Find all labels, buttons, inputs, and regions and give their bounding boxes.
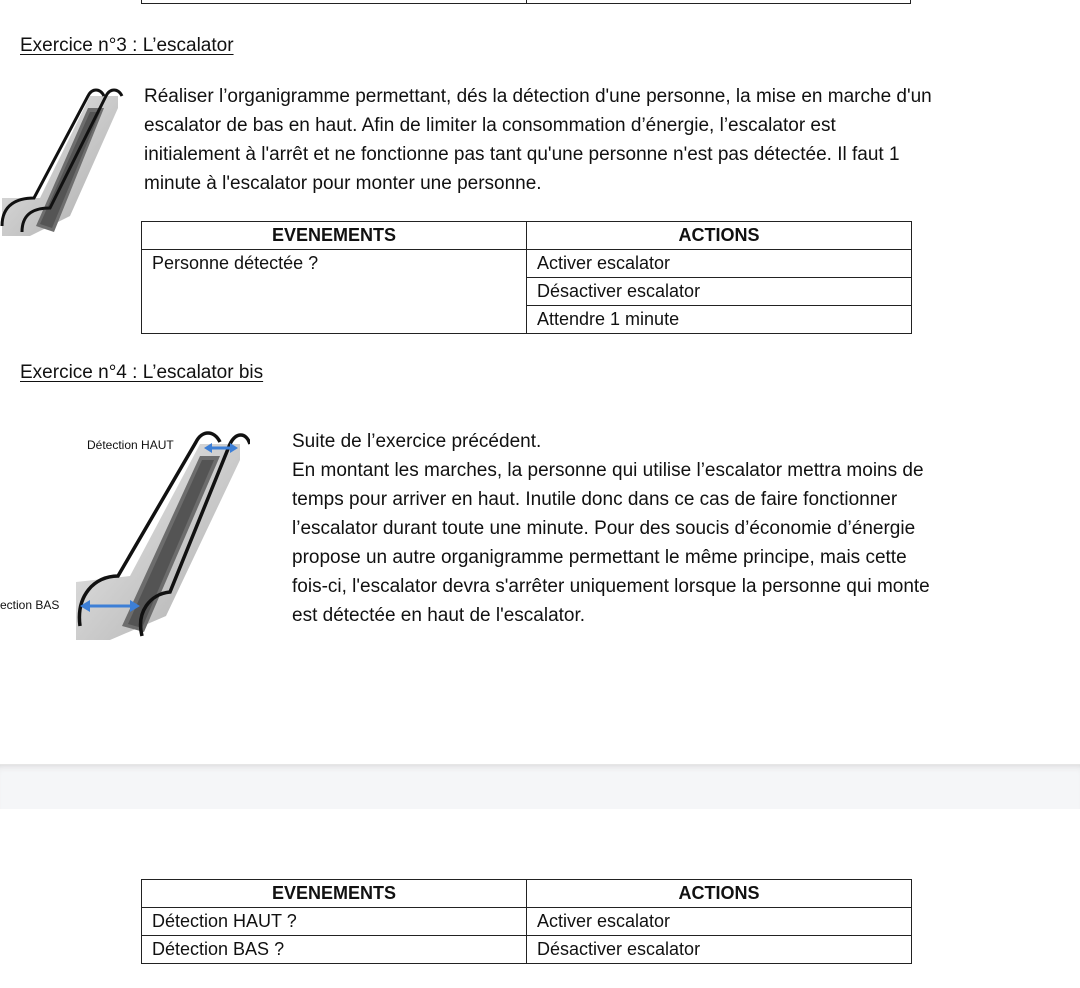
escalator-illustration (0, 86, 132, 238)
ex3-statement: Réaliser l’organigramme permettant, dés la détection d'une personne, la mise en marche d'un escalator de bas en haut. Afin de limiter la consommation d’énergie, l’escalator est initialement à l'arrêt et ne fonctionne pas tant qu'une personne n'est pas détectée. Il faut 1 minute à l'escalator pour monter une personne. (144, 86, 932, 194)
ex4-events-table (141, 879, 912, 964)
table-row (142, 908, 912, 936)
event-cell: Détection HAUT ? (142, 908, 527, 936)
action-cell: Attendre 1 minute (527, 306, 912, 334)
col-header-actions: ACTIONS (527, 880, 912, 908)
col-header-events: EVENEMENTS (142, 222, 527, 250)
label-detection-haut: Détection HAUT (87, 438, 174, 452)
ex3-heading: Exercice n°3 : L’escalator (20, 35, 234, 56)
label-detection-bas: ection BAS (0, 598, 60, 612)
col-header-events: EVENEMENTS (142, 880, 527, 908)
ex3-events-table (141, 221, 912, 334)
table-row (142, 936, 912, 964)
ex4-heading: Exercice n°4 : L’escalator bis (20, 362, 264, 383)
col-header-actions: ACTIONS (527, 222, 912, 250)
action-cell: Activer escalator (527, 908, 912, 936)
event-cell: Personne détectée ? (142, 250, 527, 334)
ex4-statement: Suite de l’exercice précédent. En montant les marches, la personne qui utilise l’escalator mettra moins de temps pour arriver en haut. Inutile donc dans ce cas de faire fonctionner l’escalator durant toute une minute. Pour des soucis d’économie d’énergie propose un autre organigramme permettant le même principe, mais cette fois-ci, l'escalator devra s'arrêter uniquement lorsque la personne qui monte est détectée en haut de l'escalator. (292, 431, 930, 626)
action-cell: Activer escalator (527, 250, 912, 278)
action-cell: Désactiver escalator (527, 278, 912, 306)
action-cell: Désactiver escalator (527, 936, 912, 964)
previous-table-bottom (141, 0, 911, 4)
page-break (0, 764, 1080, 809)
event-cell: Détection BAS ? (142, 936, 527, 964)
escalator-sensors-illustration (70, 426, 250, 642)
